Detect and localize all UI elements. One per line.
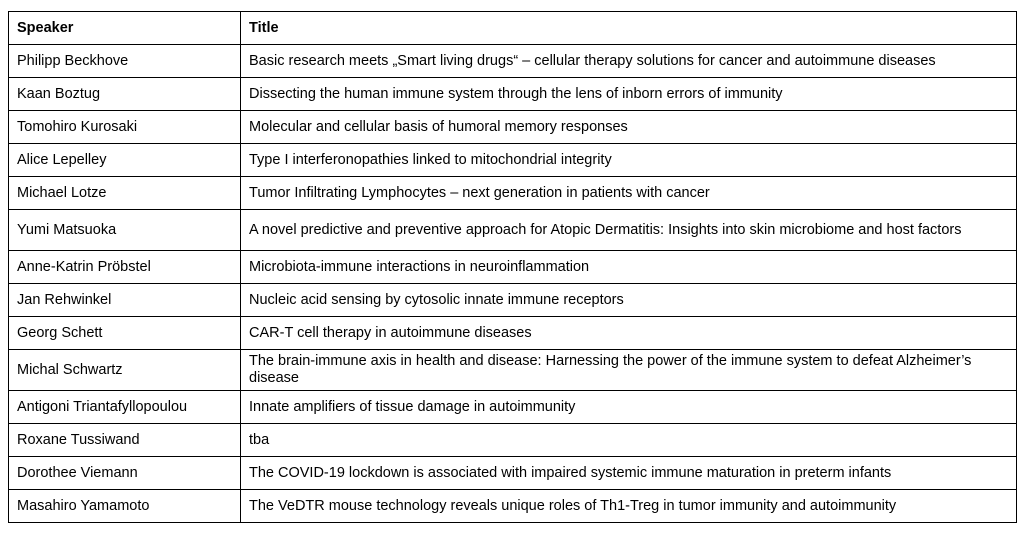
table-row	[9, 391, 1017, 424]
speaker-cell: Roxane Tussiwand	[9, 424, 241, 457]
table-row	[9, 350, 1017, 391]
table-row	[9, 284, 1017, 317]
title-cell: The COVID-19 lockdown is associated with impaired systemic immune maturation in preterm infants	[241, 457, 1017, 490]
table-row	[9, 210, 1017, 251]
speaker-cell: Yumi Matsuoka	[9, 210, 241, 251]
table-row	[9, 45, 1017, 78]
title-cell: Innate amplifiers of tissue damage in autoimmunity	[241, 391, 1017, 424]
table-row	[9, 424, 1017, 457]
title-cell: Type I interferonopathies linked to mitochondrial integrity	[241, 144, 1017, 177]
header-title: Title	[241, 12, 1017, 45]
speaker-cell: Antigoni Triantafyllopoulou	[9, 391, 241, 424]
title-cell: Dissecting the human immune system through the lens of inborn errors of immunity	[241, 78, 1017, 111]
speaker-cell: Georg Schett	[9, 317, 241, 350]
title-cell: CAR-T cell therapy in autoimmune diseases	[241, 317, 1017, 350]
title-cell: The VeDTR mouse technology reveals unique roles of Th1-Treg in tumor immunity and autoimmunity	[241, 490, 1017, 523]
title-cell: tba	[241, 424, 1017, 457]
speaker-cell: Dorothee Viemann	[9, 457, 241, 490]
title-cell: Molecular and cellular basis of humoral memory responses	[241, 111, 1017, 144]
title-cell: Basic research meets „Smart living drugs“ – cellular therapy solutions for cancer and autoimmune diseases	[241, 45, 1017, 78]
title-cell: A novel predictive and preventive approach for Atopic Dermatitis: Insights into skin microbiome and host factors	[241, 210, 1017, 251]
table-row	[9, 144, 1017, 177]
speaker-cell: Alice Lepelley	[9, 144, 241, 177]
speaker-cell: Michael Lotze	[9, 177, 241, 210]
table-row	[9, 111, 1017, 144]
speaker-cell: Philipp Beckhove	[9, 45, 241, 78]
table-row	[9, 490, 1017, 523]
title-cell: Nucleic acid sensing by cytosolic innate immune receptors	[241, 284, 1017, 317]
title-cell: The brain-immune axis in health and disease: Harnessing the power of the immune system to defeat Alzheimer’s disease	[241, 350, 1017, 391]
title-cell: Microbiota-immune interactions in neuroinflammation	[241, 251, 1017, 284]
speaker-table-container	[8, 11, 1016, 523]
title-cell: Tumor Infiltrating Lymphocytes – next generation in patients with cancer	[241, 177, 1017, 210]
speaker-cell: Kaan Boztug	[9, 78, 241, 111]
table-row	[9, 177, 1017, 210]
table-header-row	[9, 12, 1017, 45]
speaker-cell: Jan Rehwinkel	[9, 284, 241, 317]
speaker-cell: Tomohiro Kurosaki	[9, 111, 241, 144]
speaker-table	[8, 11, 1017, 523]
table-row	[9, 457, 1017, 490]
speaker-cell: Masahiro Yamamoto	[9, 490, 241, 523]
header-speaker: Speaker	[9, 12, 241, 45]
speaker-cell: Michal Schwartz	[9, 350, 241, 391]
table-row	[9, 78, 1017, 111]
speaker-cell: Anne-Katrin Pröbstel	[9, 251, 241, 284]
table-row	[9, 317, 1017, 350]
table-row	[9, 251, 1017, 284]
